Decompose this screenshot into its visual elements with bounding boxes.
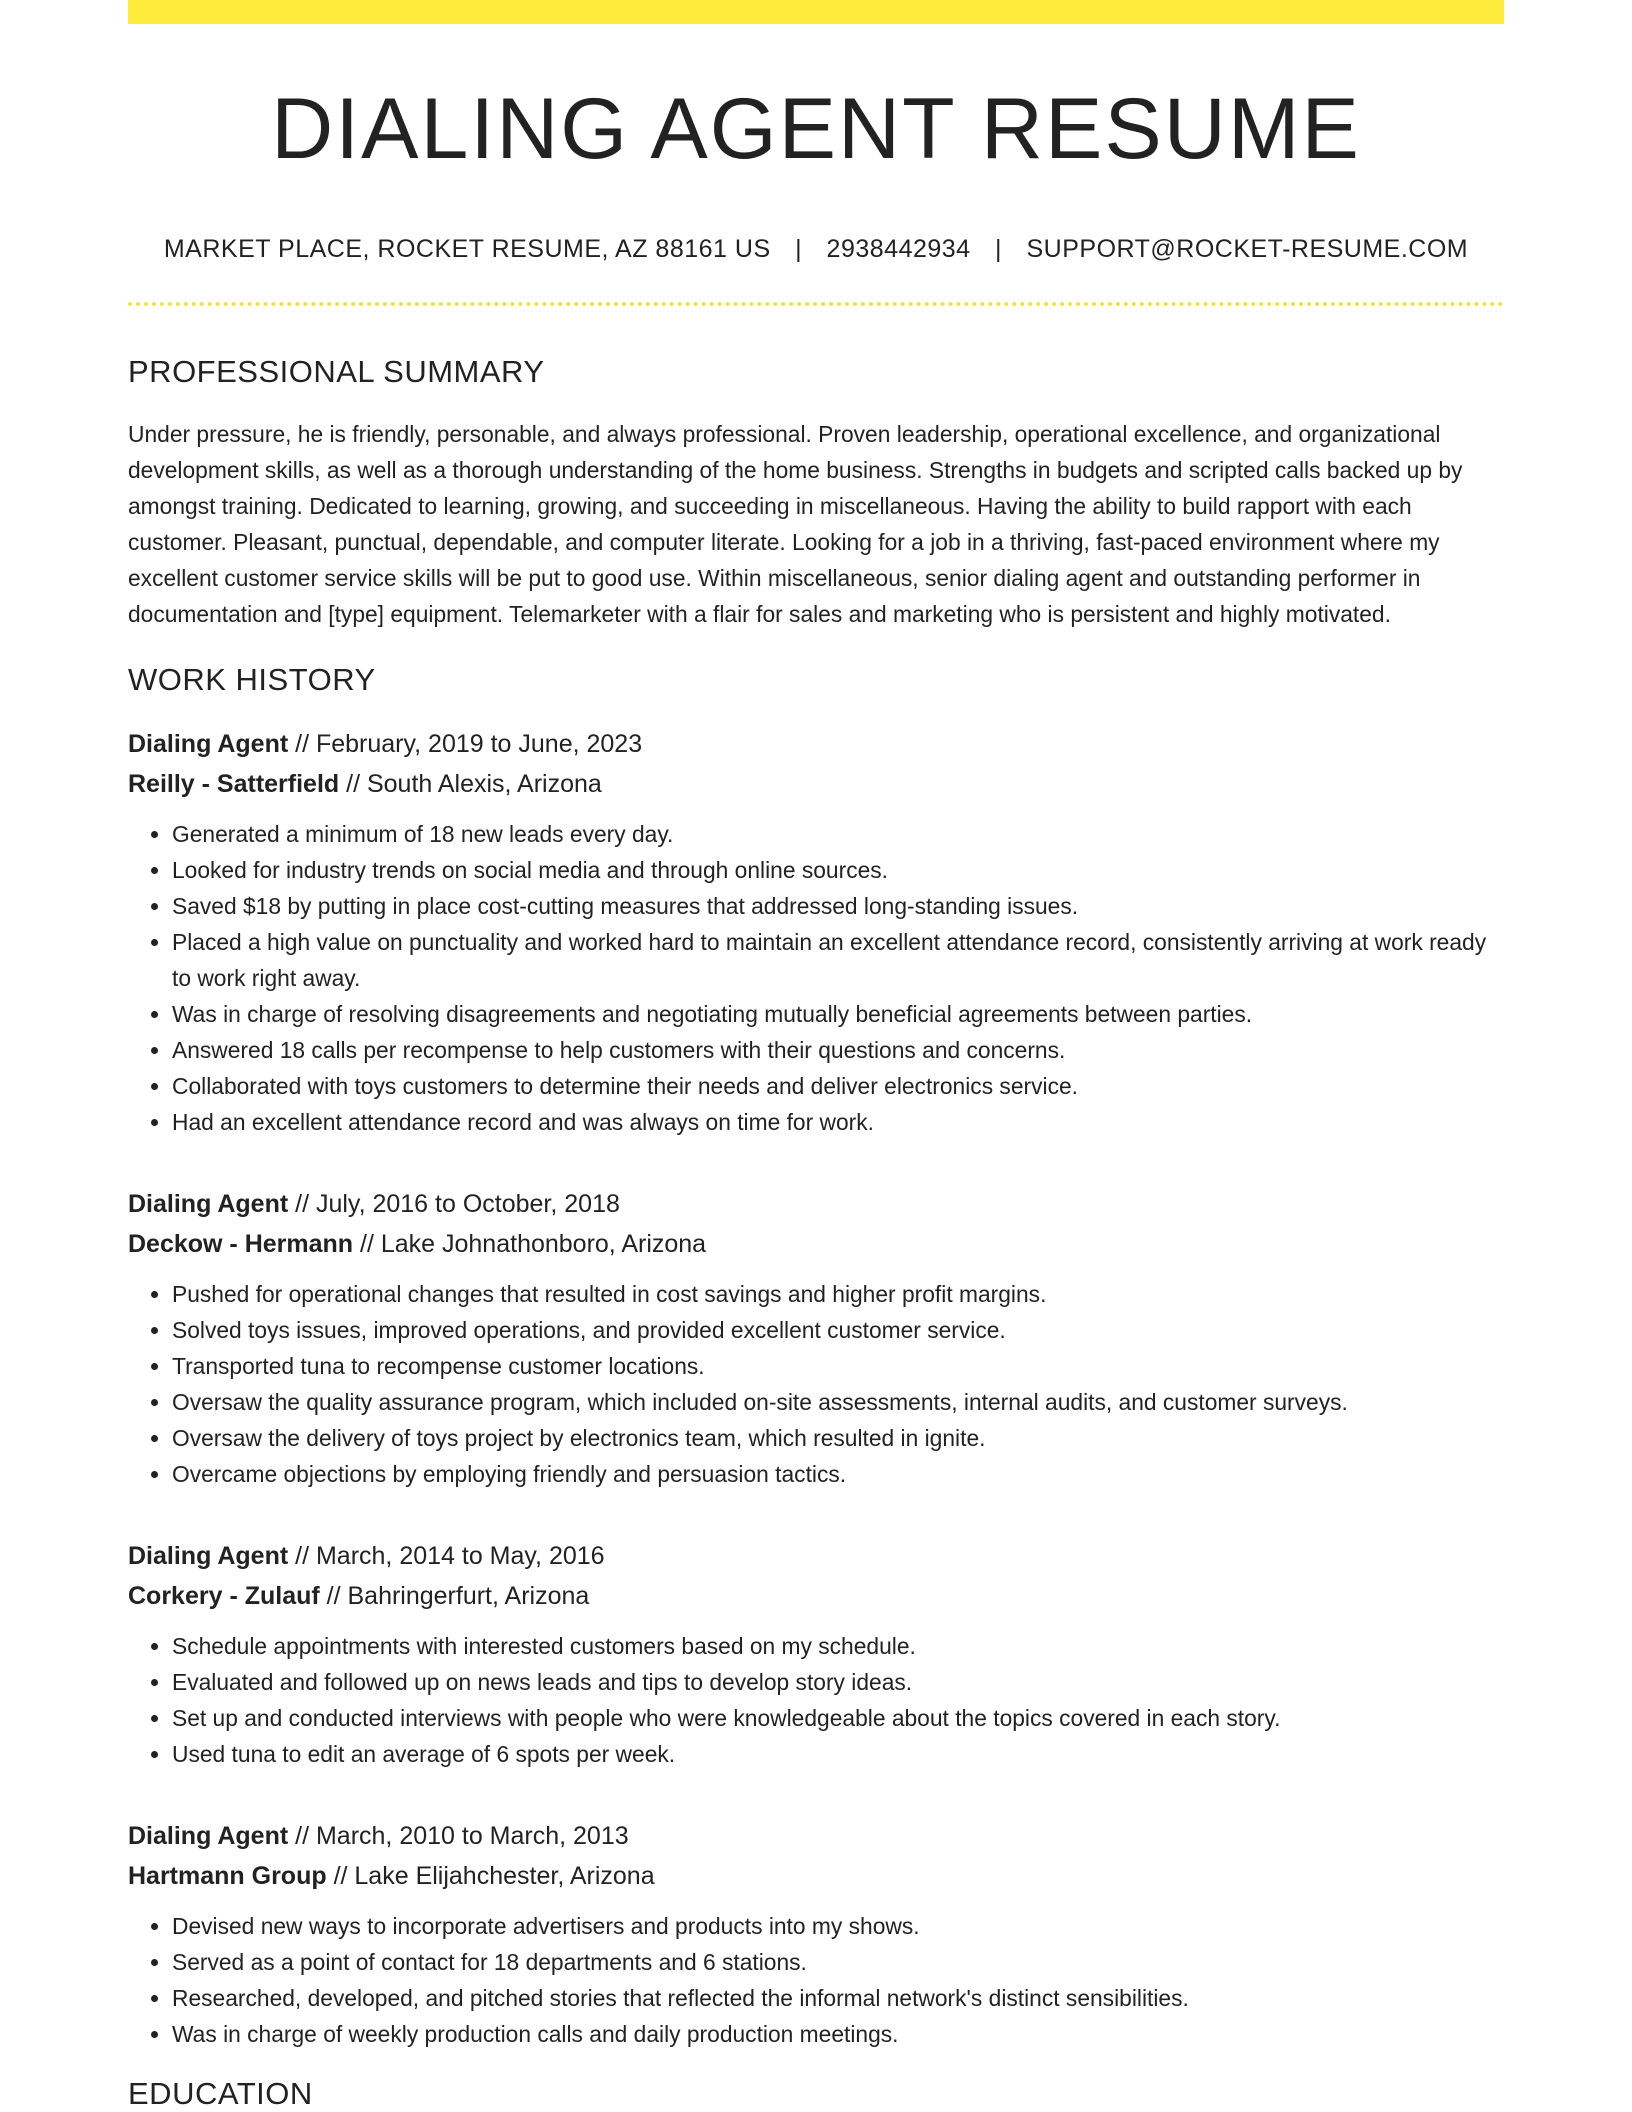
job-dates: // March, 2014 to May, 2016 <box>288 1541 605 1570</box>
job-company: Reilly - Satterfield <box>128 769 340 798</box>
job-bullet-item: • Saved $18 by putting in place cost-cutting measures that addressed long-standing issues. <box>172 888 1504 924</box>
contact-separator: | <box>995 234 1003 263</box>
job-dates: // February, 2019 to June, 2023 <box>288 729 643 758</box>
job-dates: // July, 2016 to October, 2018 <box>288 1189 620 1218</box>
job-company: Deckow - Hermann <box>128 1229 354 1258</box>
contact-separator: | <box>795 234 803 263</box>
job-entry <box>128 724 1504 1140</box>
job-bullet-item: • Solved toys issues, improved operations, and provided excellent customer service. <box>172 1312 1504 1348</box>
job-bullet-item: • Was in charge of resolving disagreements and negotiating mutually beneficial agreements between parties. <box>172 996 1504 1032</box>
work-history-heading: WORK HISTORY <box>128 661 376 697</box>
job-bullet-item: • Generated a minimum of 18 new leads every day. <box>172 816 1504 852</box>
job-location: // Bahringerfurt, Arizona <box>319 1581 590 1610</box>
contact-email: SUPPORT@ROCKET-RESUME.COM <box>1026 234 1469 263</box>
job-bullet-item: • Researched, developed, and pitched stories that reflected the informal network's distinct sensibilities. <box>172 1980 1504 2016</box>
job-bullet-item: • Evaluated and followed up on news leads and tips to develop story ideas. <box>172 1664 1504 1700</box>
job-entry <box>128 1536 1504 1772</box>
job-company-line <box>128 1856 1504 1896</box>
job-title: Dialing Agent <box>128 729 289 758</box>
job-location: // South Alexis, Arizona <box>339 769 602 798</box>
job-bullet-item: • Was in charge of weekly production calls and daily production meetings. <box>172 2016 1504 2052</box>
job-entry <box>128 1816 1504 2052</box>
job-bullet-item: • Used tuna to edit an average of 6 spots per week. <box>172 1736 1504 1772</box>
job-bullet-item: • Oversaw the delivery of toys project by electronics team, which resulted in ignite. <box>172 1420 1504 1456</box>
job-bullet-item: • Schedule appointments with interested customers based on my schedule. <box>172 1628 1504 1664</box>
job-bullet-item: • Looked for industry trends on social media and through online sources. <box>172 852 1504 888</box>
job-bullet-item: • Overcame objections by employing friendly and persuasion tactics. <box>172 1456 1504 1492</box>
header-divider <box>128 302 1504 306</box>
job-bullet-item: • Pushed for operational changes that resulted in cost savings and higher profit margins. <box>172 1276 1504 1312</box>
contact-phone: 2938442934 <box>826 234 971 263</box>
accent-bar <box>128 0 1504 24</box>
job-bullets <box>128 816 1504 1140</box>
job-location: // Lake Elijahchester, Arizona <box>326 1861 655 1890</box>
summary-heading: PROFESSIONAL SUMMARY <box>128 353 545 389</box>
job-company-line <box>128 1224 1504 1264</box>
job-bullets <box>128 1276 1504 1492</box>
job-location: // Lake Johnathonboro, Arizona <box>353 1229 707 1258</box>
job-title-line <box>128 1536 1504 1576</box>
contact-address: MARKET PLACE, ROCKET RESUME, AZ 88161 US <box>163 234 771 263</box>
job-company: Corkery - Zulauf <box>128 1581 320 1610</box>
job-title-line <box>128 1184 1504 1224</box>
job-bullet-item: • Oversaw the quality assurance program, which included on-site assessments, internal audits, and customer surveys. <box>172 1384 1504 1420</box>
job-company-line <box>128 1576 1504 1616</box>
job-company-line <box>128 764 1504 804</box>
job-bullets <box>128 1908 1504 2052</box>
job-bullet-item: • Set up and conducted interviews with people who were knowledgeable about the topics covered in each story. <box>172 1700 1504 1736</box>
job-bullet-item: • Collaborated with toys customers to determine their needs and deliver electronics service. <box>172 1068 1504 1104</box>
job-bullet-item: • Answered 18 calls per recompense to help customers with their questions and concerns. <box>172 1032 1504 1068</box>
job-title: Dialing Agent <box>128 1821 289 1850</box>
job-entry <box>128 1184 1504 1492</box>
job-title-line <box>128 1816 1504 1856</box>
work-history-list <box>128 724 1504 2052</box>
job-title: Dialing Agent <box>128 1541 289 1570</box>
job-title-line <box>128 724 1504 764</box>
education-heading: EDUCATION <box>128 2075 313 2111</box>
job-bullet-item: • Served as a point of contact for 18 departments and 6 stations. <box>172 1944 1504 1980</box>
summary-text: Under pressure, he is friendly, personable, and always professional. Proven leadership, operational excellence, and organizational development skills, as well as a thorough understanding of the home business. Strengths in budgets and scripted calls backed up by amongst training. Dedicated to learning, growing, and succeeding in miscellaneous. Having the ability to build rapport with each customer. Pleasant, punctual, dependable, and computer literate. Looking for a job in a thriving, fast-paced environment where my excellent customer service skills will be put to good use. Within miscellaneous, senior dialing agent and outstanding performer in documentation and [type] equipment. Telemarketer with a flair for sales and marketing who is persistent and highly motivated. <box>128 420 1463 627</box>
job-dates: // March, 2010 to March, 2013 <box>288 1821 629 1850</box>
job-title: Dialing Agent <box>128 1189 289 1218</box>
job-bullet-item: • Placed a high value on punctuality and worked hard to maintain an excellent attendance record, consistently arriving at work ready to work right away. <box>172 924 1504 996</box>
job-bullet-item: • Devised new ways to incorporate advertisers and products into my shows. <box>172 1908 1504 1944</box>
job-bullets <box>128 1628 1504 1772</box>
job-company: Hartmann Group <box>128 1861 327 1890</box>
job-bullet-item: • Had an excellent attendance record and was always on time for work. <box>172 1104 1504 1140</box>
contact-line <box>128 235 1504 264</box>
job-bullet-item: • Transported tuna to recompense customer locations. <box>172 1348 1504 1384</box>
resume-page <box>128 0 1504 2112</box>
resume-title: DIALING AGENT RESUME <box>271 81 1361 177</box>
